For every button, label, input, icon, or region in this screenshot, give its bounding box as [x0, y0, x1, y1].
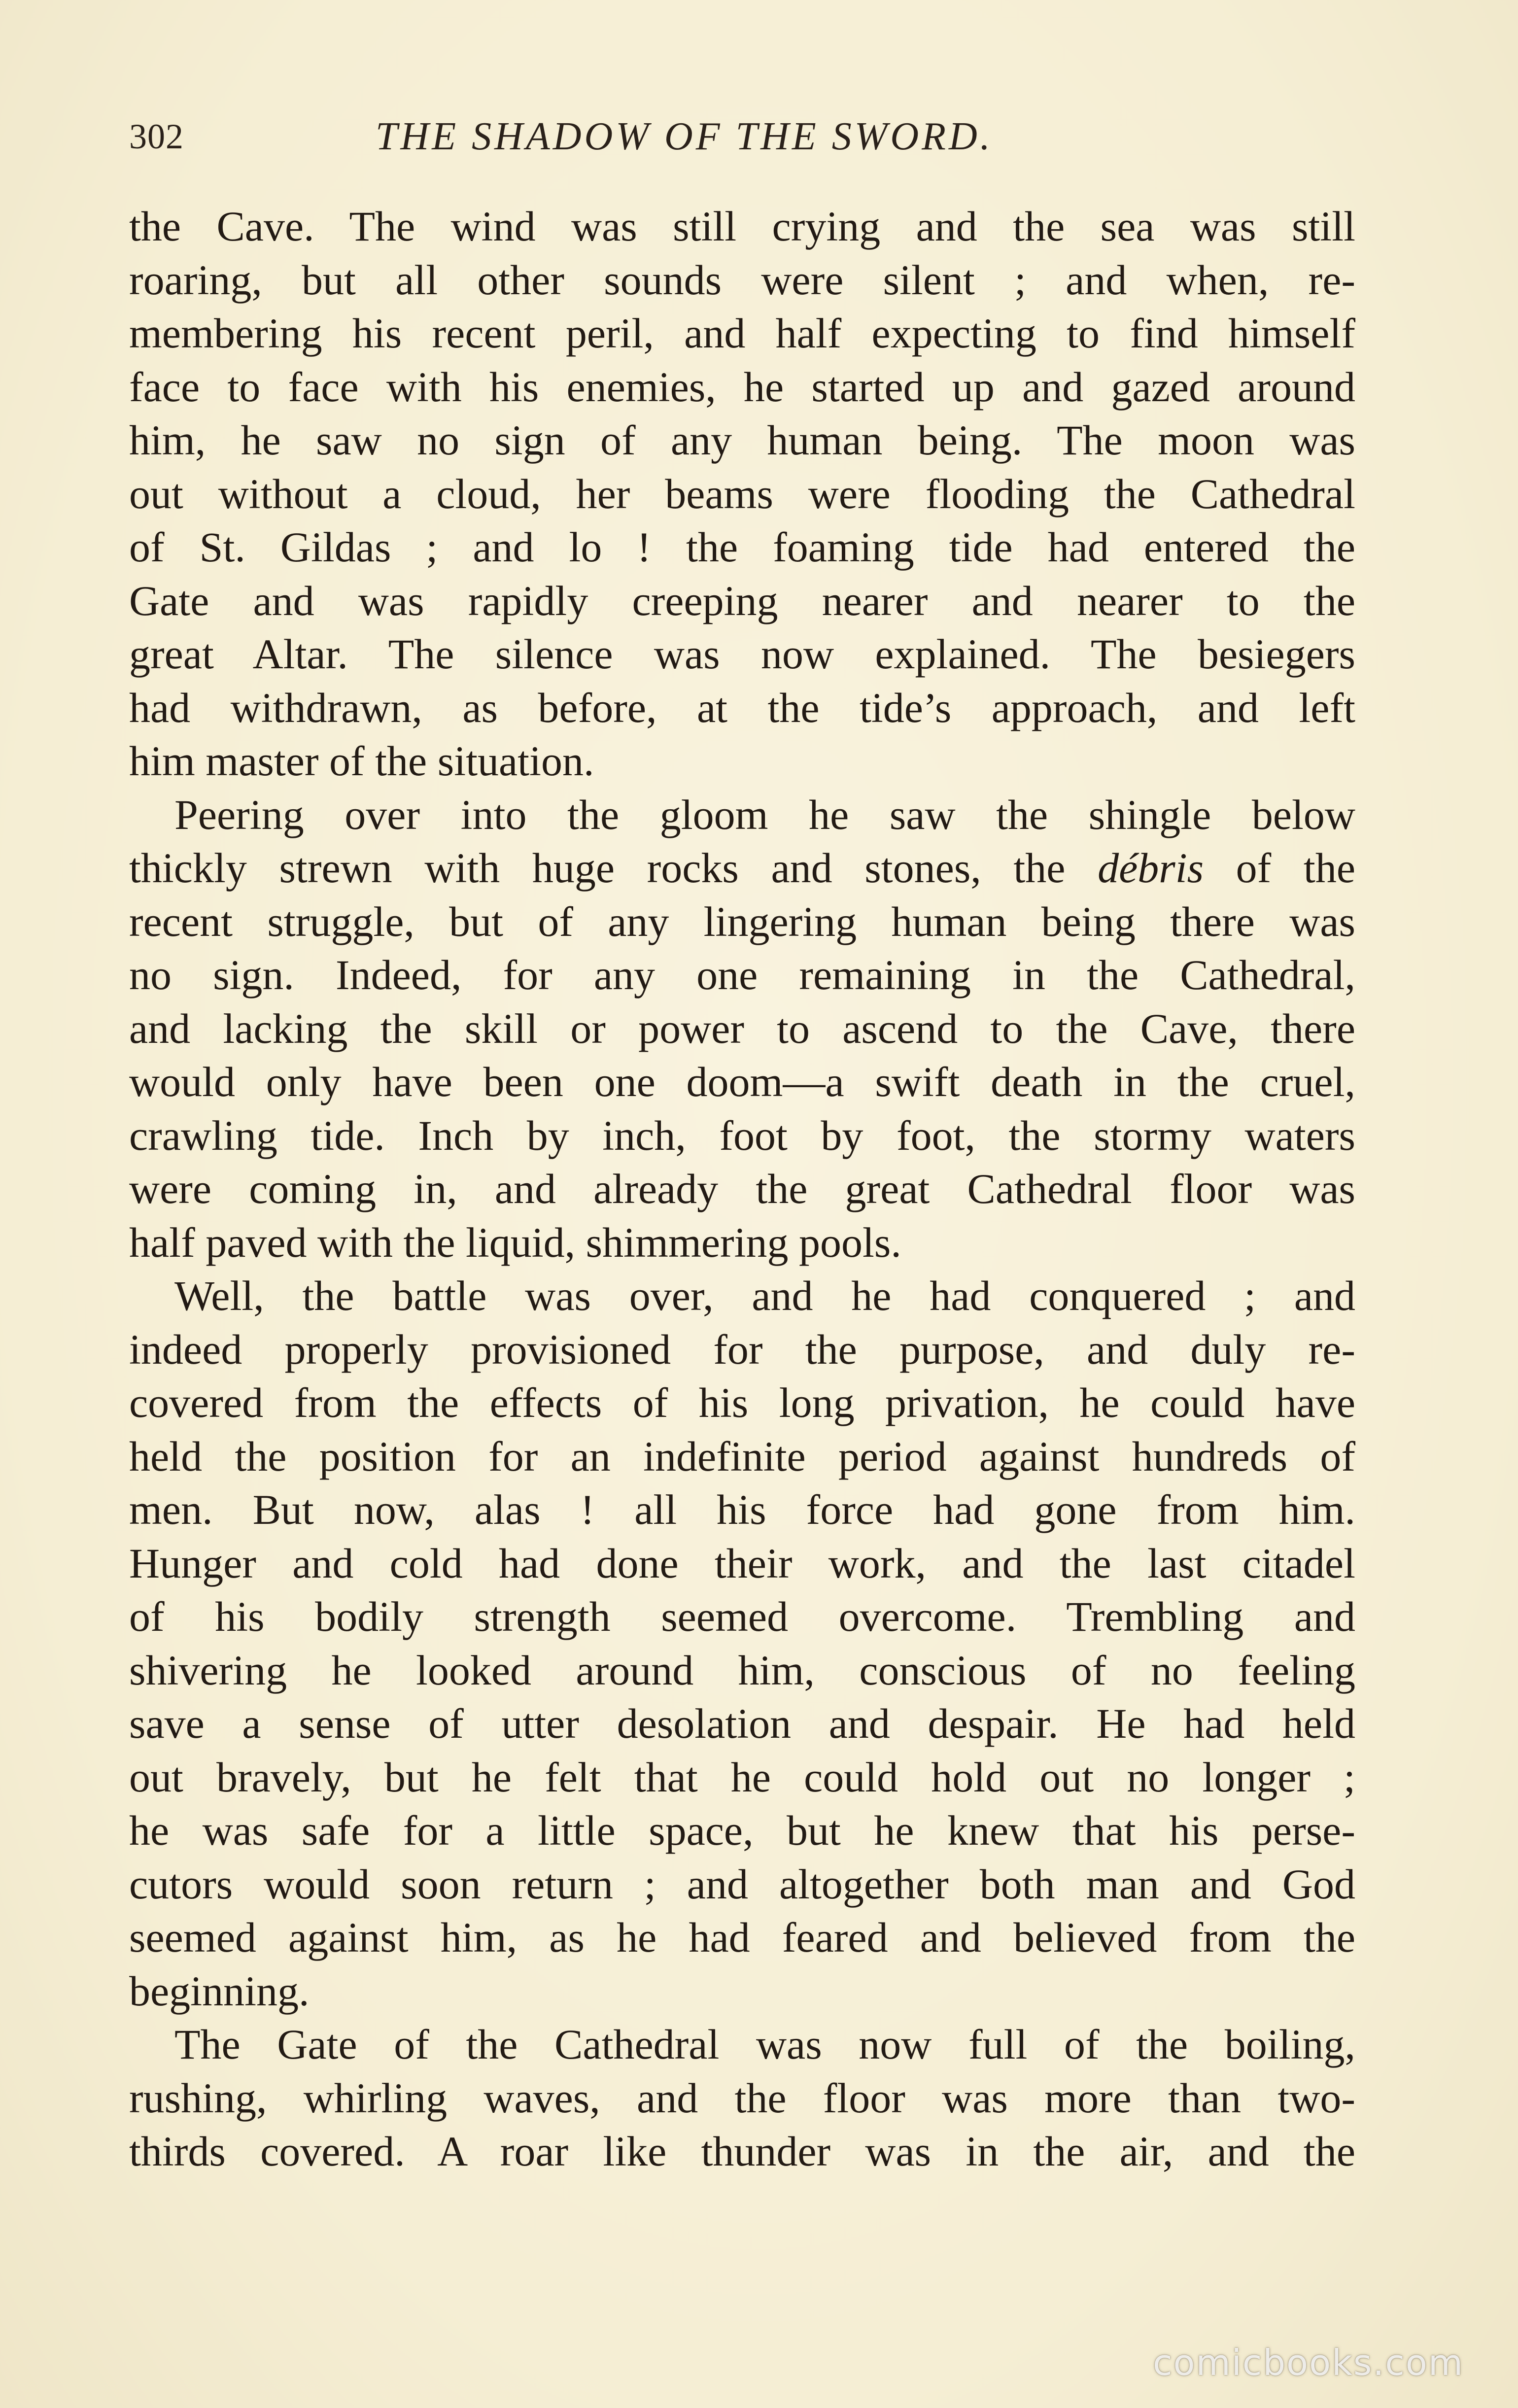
text-segment: of the: [1204, 844, 1355, 892]
text-line: The Gate of the Cathedral was now full of the boiling,: [174, 2021, 1355, 2068]
text-line: he was safe for a little space, but he knew that his perse-: [129, 1807, 1355, 1854]
text-line: indeed properly provisioned for the purpose, and duly re-: [129, 1325, 1355, 1373]
text-line: cutors would soon return ; and altogether both man and God: [129, 1860, 1355, 1908]
text-line: Peering over into the gloom he saw the shingle below: [174, 791, 1355, 838]
text-line: save a sense of utter desolation and despair. He had held: [129, 1700, 1355, 1747]
text-line: of St. Gildas ; and lo ! the foaming tide had entered the: [129, 523, 1355, 571]
text-line: beginning.: [129, 1967, 310, 2015]
body-text: [129, 200, 1355, 2178]
text-line: of his bodily strength seemed overcome. Trembling and: [129, 1593, 1355, 1640]
page-header: [129, 109, 1351, 164]
text-line: membering his recent peril, and half expecting to find himself: [129, 310, 1355, 357]
text-line: and lacking the skill or power to ascend to the Cave, there: [129, 1004, 1355, 1052]
paragraph: [129, 1269, 1355, 2018]
text-line: shivering he looked around him, conscious of no feeling: [129, 1646, 1355, 1694]
running-title: THE SHADOW OF THE SWORD.: [376, 115, 993, 158]
text-line: face to face with his enemies, he started up and gazed around: [129, 363, 1355, 411]
text-line: Well, the battle was over, and he had conquered ; and: [174, 1272, 1355, 1319]
text-line: no sign. Indeed, for any one remaining in the Cathedral,: [129, 951, 1355, 998]
text-line: great Altar. The silence was now explained. The besiegers: [129, 630, 1355, 678]
text-line: Hunger and cold had done their work, and the last citadel: [129, 1539, 1355, 1587]
italic-word: débris: [1098, 844, 1204, 892]
paragraph: [129, 200, 1355, 788]
watermark: comicbooks.com: [1152, 2342, 1464, 2383]
text-line: roaring, but all other sounds were silent ; and when, re-: [129, 256, 1355, 304]
text-line: Gate and was rapidly creeping nearer and nearer to the: [129, 577, 1355, 624]
text-line-with-italic: [129, 841, 1355, 895]
text-line: thirds covered. A roar like thunder was in the air, and the: [129, 2128, 1355, 2175]
text-line: rushing, whirling waves, and the floor was more than two-: [129, 2074, 1355, 2122]
text-line: would only have been one doom—a swift death in the cruel,: [129, 1058, 1355, 1105]
text-line: him, he saw no sign of any human being. The moon was: [129, 416, 1355, 464]
text-line: half paved with the liquid, shimmering pools.: [129, 1218, 901, 1266]
text-line: had withdrawn, as before, at the tide’s approach, and left: [129, 684, 1355, 731]
paragraph: [129, 2018, 1355, 2178]
text-line: out bravely, but he felt that he could hold out no longer ;: [129, 1753, 1355, 1801]
text-line: recent struggle, but of any lingering human being there was: [129, 897, 1355, 945]
text-line: were coming in, and already the great Cathedral floor was: [129, 1165, 1355, 1212]
text-line: him master of the situation.: [129, 737, 594, 785]
text-line: men. But now, alas ! all his force had gone from him.: [129, 1486, 1355, 1533]
text-line: held the position for an indefinite period against hundreds of: [129, 1432, 1355, 1480]
text-line: out without a cloud, her beams were flooding the Cathedral: [129, 470, 1355, 517]
text-line: covered from the effects of his long privation, he could have: [129, 1379, 1355, 1426]
text-line: crawling tide. Inch by inch, foot by foot, the stormy waters: [129, 1111, 1355, 1159]
page-number: 302: [129, 117, 184, 156]
text-line: the Cave. The wind was still crying and the sea was still: [129, 203, 1355, 250]
text-segment: thickly strewn with huge rocks and stones, the: [129, 844, 1098, 892]
text-line: seemed against him, as he had feared and believed from the: [129, 1914, 1355, 1961]
paragraph: [129, 788, 1355, 1270]
